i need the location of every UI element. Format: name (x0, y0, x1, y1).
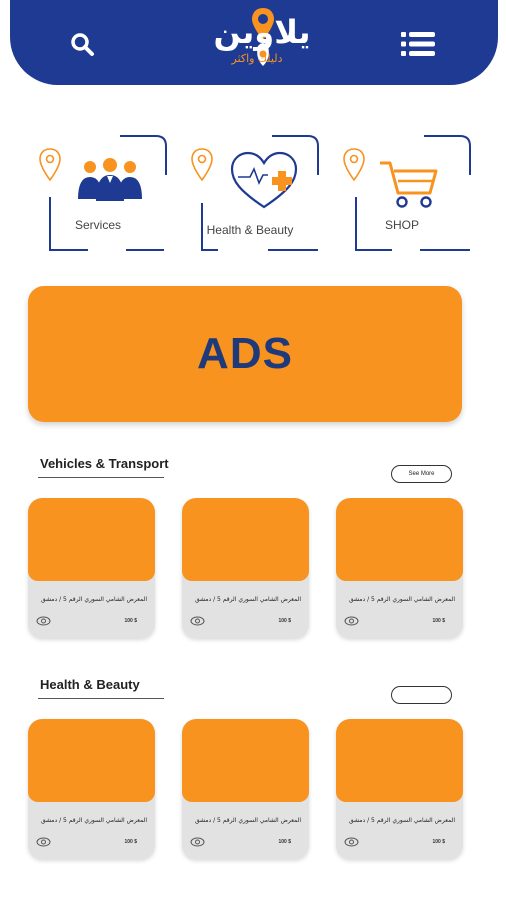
category-label: Services (74, 218, 121, 232)
see-more-button[interactable]: See More (391, 465, 452, 483)
logo-tagline: دليلك واكثر (231, 52, 283, 65)
listing-title: المعرض الشامي السوري الرقم 5 / دمشق (348, 817, 455, 824)
section-divider (38, 698, 164, 699)
listing-card[interactable] (28, 498, 155, 638)
search-icon (69, 31, 95, 57)
ads-label: ADS (197, 329, 293, 378)
section-title-vehicles: Vehicles & Transport (40, 456, 169, 471)
people-icon (76, 157, 144, 201)
eye-icon (344, 616, 359, 626)
listing-image (182, 719, 309, 802)
listing-image (336, 719, 463, 802)
category-label: Health & Beauty (206, 223, 294, 237)
listing-card[interactable] (28, 719, 155, 859)
listing-image (28, 719, 155, 802)
listing-price: 100 $ (124, 618, 137, 624)
category-label: SHOP (384, 218, 419, 232)
menu-button[interactable] (398, 24, 438, 64)
category-shop[interactable] (342, 135, 462, 252)
listing-title: المعرض الشامي السوري الرقم 5 / دمشق (40, 596, 147, 603)
listing-image (182, 498, 309, 581)
location-pin-icon (38, 147, 62, 183)
eye-icon (36, 837, 51, 847)
see-more-button[interactable] (391, 686, 452, 704)
listing-title: المعرض الشامي السوري الرقم 5 / دمشق (194, 817, 301, 824)
listing-image (336, 498, 463, 581)
listing-price: 100 $ (432, 618, 445, 624)
listing-image (28, 498, 155, 581)
location-pin-icon (342, 147, 366, 183)
listing-card[interactable] (182, 498, 309, 638)
eye-icon (190, 616, 205, 626)
cart-icon (378, 159, 440, 209)
menu-icon (401, 30, 435, 58)
listing-price: 100 $ (124, 839, 137, 845)
eye-icon (344, 837, 359, 847)
section-divider (38, 477, 164, 478)
listing-price: 100 $ (432, 839, 445, 845)
eye-icon (36, 616, 51, 626)
eye-icon (190, 837, 205, 847)
listing-card[interactable] (182, 719, 309, 859)
listing-price: 100 $ (278, 839, 291, 845)
listing-price: 100 $ (278, 618, 291, 624)
listing-card[interactable] (336, 498, 463, 638)
listing-title: المعرض الشامي السوري الرقم 5 / دمشق (194, 596, 301, 603)
location-pin-icon (190, 147, 214, 183)
category-services[interactable] (38, 135, 158, 252)
listing-title: المعرض الشامي السوري الرقم 5 / دمشق (348, 596, 455, 603)
search-button[interactable] (62, 24, 102, 64)
listing-card[interactable] (336, 719, 463, 859)
heart-plus-icon (230, 151, 300, 213)
section-title-health-beauty: Health & Beauty (40, 677, 140, 692)
listing-title: المعرض الشامي السوري الرقم 5 / دمشق (40, 817, 147, 824)
category-health-beauty[interactable] (190, 135, 310, 252)
logo-wordmark: يلاوين (213, 13, 311, 51)
ads-banner[interactable] (28, 286, 462, 422)
